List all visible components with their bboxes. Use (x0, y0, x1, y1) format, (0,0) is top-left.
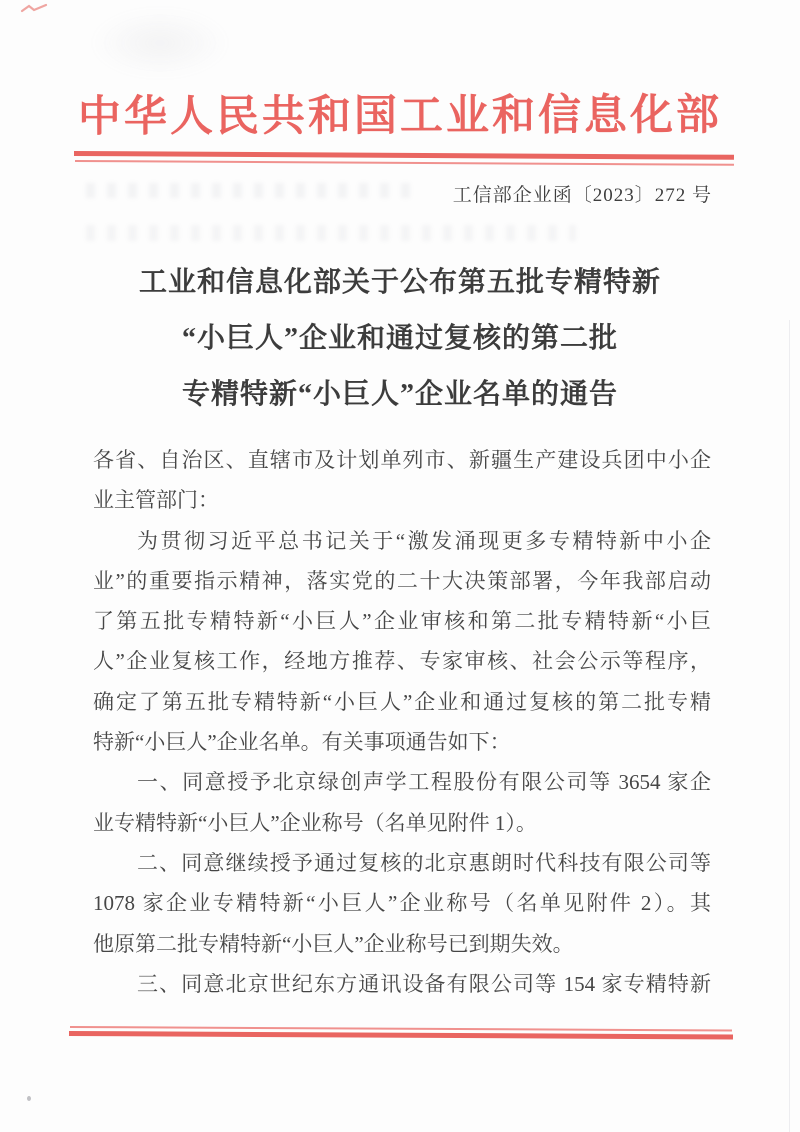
body-text-line: 二、同意继续授予通过复核的北京惠朗时代科技有限公司等 (137, 850, 711, 875)
body-text-line: 为贯彻习近平总书记关于“激发涌现更多专精特新中小企 (137, 528, 711, 553)
body-text-line: 了第五批专精特新“小巨人”企业审核和第二批专精特新“小巨 (93, 609, 711, 634)
footer-rule-thick (69, 1031, 733, 1039)
document-title-line: 工业和信息化部关于公布第五批专精特新 (138, 267, 661, 298)
header-rule-thin (75, 160, 734, 166)
document-title-line: “小巨人”企业和通过复核的第二批 (181, 323, 618, 354)
body-text-line: 业专精特新“小巨人”企业称号（名单见附件 1）。 (93, 810, 537, 835)
letterhead-title: 中华人民共和国工业和信息化部 (77, 92, 723, 141)
body-text-line: 业主管部门： (93, 488, 219, 513)
body-text-line: 人”企业复核工作，经地方推荐、专家审核、社会公示等程序， (93, 649, 711, 674)
document-title (50, 255, 750, 423)
scan-speck (27, 1096, 31, 1101)
header-rule-thick (74, 151, 734, 160)
red-pen-mark-glyph (20, 2, 50, 16)
body-text-line: 一、同意授予北京绿创声学工程股份有限公司等 3654 家企 (137, 770, 711, 795)
body-text-line: 各省、自治区、直辖市及计划单列市、新疆生产建设兵团中小企 (93, 448, 711, 472)
body-text-line: 1078 家企业专精特新“小巨人”企业称号（名单见附件 2）。其 (93, 891, 711, 916)
body-text-line: 业”的重要指示精神，落实党的二十大决策部署，今年我部启动 (93, 568, 711, 593)
body-text-line: 特新“小巨人”企业名单。有关事项通告如下： (93, 730, 511, 755)
scan-edge-line (789, 320, 790, 1132)
document-body (93, 440, 711, 1004)
document-title-line: 专精特新“小巨人”企业名单的通告 (181, 379, 618, 410)
body-text-line: 他原第二批专精特新“小巨人”企业称号已到期失效。 (93, 931, 574, 956)
red-pen-mark (20, 2, 50, 16)
body-text-line: 确定了第五批专精特新“小巨人”企业和通过复核的第二批专精 (93, 689, 711, 714)
document-number: 工信部企业函〔2023〕272 号 (452, 185, 712, 206)
bleedthrough-artifact (86, 183, 416, 198)
scan-smudge-artifact (90, 8, 230, 78)
body-text-line: 三、同意北京世纪东方通讯设备有限公司等 154 家专精特新 (137, 971, 711, 996)
bleedthrough-artifact (86, 225, 576, 241)
